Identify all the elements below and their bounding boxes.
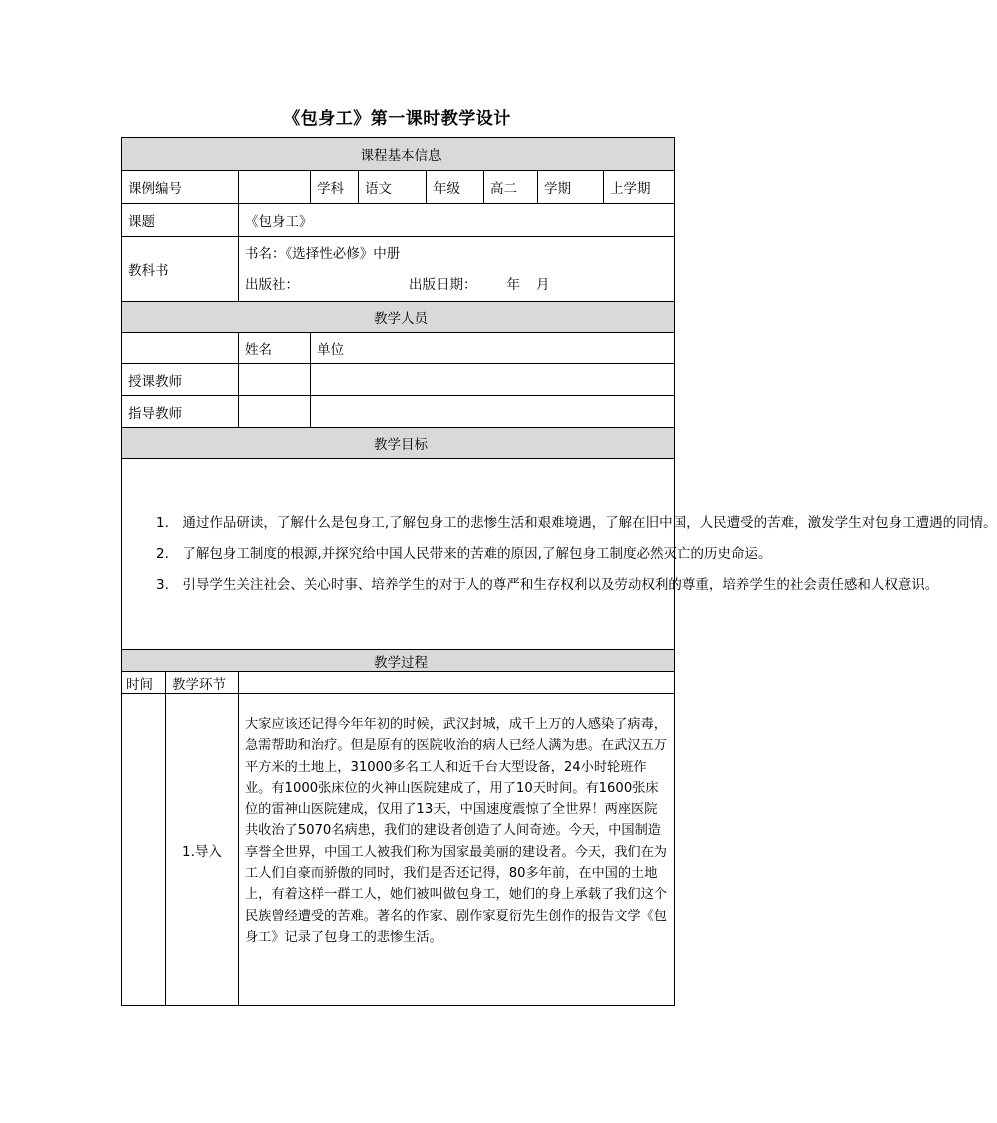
book-name: 书名：《选择性必修》中册: [245, 246, 401, 262]
content-header: [239, 672, 675, 694]
goals-body: [122, 459, 997, 650]
staff-header-row: [122, 333, 675, 364]
teacher-unit: [311, 364, 675, 396]
mentor-name: [239, 396, 311, 428]
goal-item: 2. 了解包身工制度的根源,并探究给中国人民带来的苦难的原因,了解包身工制度必然灭亡的历史命运。: [156, 545, 772, 562]
process-stage: 1.导入: [166, 694, 239, 1006]
topic-label: 课题: [122, 204, 239, 237]
month-label: 月: [536, 277, 550, 293]
mentor-label: 指导教师: [122, 396, 239, 428]
grade-value: 高二: [484, 171, 538, 204]
grade-label: 年级: [427, 171, 484, 204]
mentor-row: [122, 396, 675, 428]
page-title: 《包身工》第一课时教学设计: [283, 109, 511, 129]
section-process: [122, 650, 675, 672]
time-header: 时间: [122, 672, 166, 694]
year-label: 年: [506, 277, 520, 293]
section-header: 教学目标: [122, 428, 675, 459]
unit-header: 单位: [311, 333, 675, 364]
name-header: 姓名: [239, 333, 311, 364]
staff-corner: [122, 333, 239, 364]
publisher-label: 出版社：: [245, 277, 299, 293]
lesson-plan-table: [121, 137, 997, 1006]
process-row: [122, 694, 675, 1006]
process-header-row: [122, 672, 675, 694]
section-staff: [122, 302, 675, 333]
textbook-label: 教科书: [122, 237, 239, 302]
subject-value: 语文: [359, 171, 427, 204]
term-value: 上学期: [604, 171, 675, 204]
process-time: [122, 694, 166, 1006]
pubdate-label: 出版日期：: [409, 277, 477, 293]
goal-item: 1. 通过作品研读，了解什么是包身工,了解包身工的悲惨生活和艰难境遇，了解在旧中国，人民遭受的苦难，激发学生对包身工遭遇的同情。: [156, 514, 997, 531]
case-no-value: [239, 171, 311, 204]
subject-label: 学科: [311, 171, 359, 204]
basic-info-row: [122, 171, 675, 204]
section-header: 教学人员: [122, 302, 675, 333]
section-goals: [122, 428, 675, 459]
section-basic-info: [122, 138, 675, 171]
topic-value: 《包身工》: [239, 204, 675, 237]
section-header: 教学过程: [122, 650, 675, 672]
term-label: 学期: [538, 171, 604, 204]
topic-row: [122, 204, 675, 237]
textbook-info: [239, 237, 675, 302]
textbook-row: [122, 237, 675, 302]
teacher-label: 授课教师: [122, 364, 239, 396]
goal-item: 3. 引导学生关注社会、关心时事、培养学生的对于人的尊严和生存权利以及劳动权利的尊重，培养学生的社会责任感和人权意识。: [156, 576, 939, 593]
stage-header: 教学环节: [166, 672, 239, 694]
mentor-unit: [311, 396, 675, 428]
case-no-label: 课例编号: [122, 171, 239, 204]
teacher-name: [239, 364, 311, 396]
publisher-line: [245, 270, 674, 301]
goals-row: [122, 459, 675, 650]
process-content: 大家应该还记得今年年初的时候，武汉封城，成千上万的人感染了病毒，急需帮助和治疗。但是原有的医院收治的病人已经人满为患。在武汉五万平方米的土地上，31000多名工人和近千台大型设备，24小时轮班作业。有1000张床位的火神山医院建成了，用了10天时间。有1600张床位的雷神山医院建成，仅用了13天，中国速度震惊了全世界！两座医院共收治了5070名病患，我们的建设者创造了人间奇迹。今天，中国制造享誉全世界，中国工人被我们称为国家最美丽的建设者。今天，我们在为工人们自豪而骄傲的同时，我们是否还记得，80多年前，在中国的土地上，有着这样一群工人，她们被叫做包身工，她们的身上承载了我们这个民族曾经遭受的苦难。著名的作家、剧作家夏衍先生创作的报告文学《包身工》记录了包身工的悲惨生活。: [239, 694, 675, 1006]
section-header: 课程基本信息: [122, 138, 675, 171]
teacher-row: [122, 364, 675, 396]
